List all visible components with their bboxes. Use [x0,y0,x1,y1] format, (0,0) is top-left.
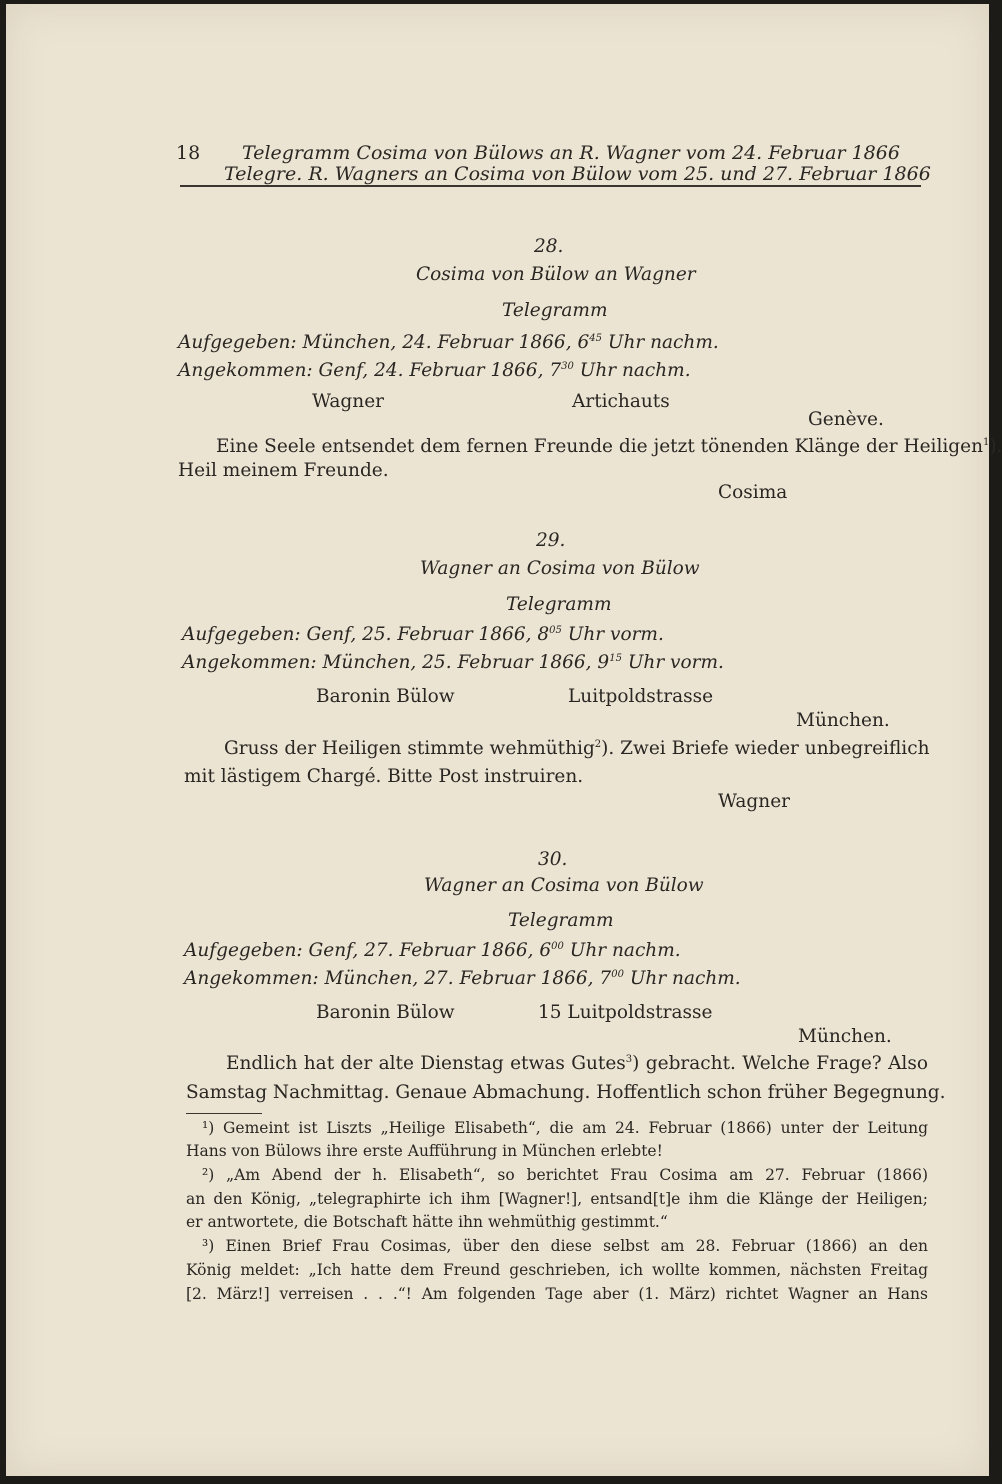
received-line: Angekommen: München, 27. Februar 1866, $7^{00}$ Uhr nachm. [184,968,741,989]
book-page [6,4,1002,1476]
footnote-3-line3: [2. März!] verreisen . . .“! Am folgenden Tage aber (1. März) richtet Wagner an Hans [186,1285,928,1303]
message-line1: Endlich hat der alte Dienstag etwas Gutes$^3$) gebracht. Welche Frage? Also [226,1053,928,1074]
received-line: Angekommen: Genf, 24. Februar 1866, $7^{30}$ Uhr nachm. [178,360,691,381]
entry-number: 28. [534,236,564,257]
signature: Wagner [718,791,790,812]
entry-number: 30. [538,849,568,870]
address-street: Artichauts [572,391,670,412]
sent-line: Aufgegeben: Genf, 25. Februar 1866, $8^{05}$ Uhr vorm. [182,624,664,645]
address-city: München. [798,1026,892,1047]
entry-kind: Telegramm [502,300,608,321]
footnote-2-line3: er antwortete, die Botschaft hätte ihn wehmüthig gestimmt.“ [186,1213,668,1231]
page-number: 18 [176,142,201,164]
address-name: Baronin Bülow [316,1002,455,1023]
entry-kind: Telegramm [506,594,612,615]
message-line2: Samstag Nachmittag. Genaue Abmachung. Hoffentlich schon früher Begegnung. [186,1082,946,1103]
footnote-1-line1: ¹) Gemeint ist Liszts „Heilige Elisabeth“, die am 24. Februar (1866) unter der Leitung [202,1119,928,1137]
footnote-2-line1: ²) „Am Abend der h. Elisabeth“, so berichtet Frau Cosima am 27. Februar (1866) [202,1166,928,1184]
header-rule [180,185,921,187]
message-line2: mit lästigem Chargé. Bitte Post instruiren. [184,766,584,787]
footnote-rule [186,1113,262,1114]
footnote-3-line2: König meldet: „Ich hatte dem Freund geschrieben, ich wollte kommen, nächsten Freitag [186,1261,928,1279]
running-header-line1: Telegramm Cosima von Bülows an R. Wagner vom 24. Februar 1866 [242,142,900,164]
entry-kind: Telegramm [508,910,614,931]
sent-line: Aufgegeben: München, 24. Februar 1866, $6^{45}$ Uhr nachm. [178,332,719,353]
message-line1: Eine Seele entsendet dem fernen Freunde die jetzt tönenden Klänge der Heiligen$^1$). [216,436,1002,457]
address-street: Luitpoldstrasse [568,686,714,707]
entry-number: 29. [536,530,566,551]
signature: Cosima [718,482,788,503]
footnote-1-line2: Hans von Bülows ihre erste Aufführung in München erlebte! [186,1142,663,1160]
address-city: Genève. [808,409,884,430]
running-header-line2: Telegre. R. Wagners an Cosima von Bülow vom 25. und 27. Februar 1866 [224,163,931,185]
footnote-2-line2: an den König, „telegraphirte ich ihm [Wagner!], entsand[t]e ihm die Klänge der Heiligen; [186,1190,928,1208]
entry-title: Wagner an Cosima von Bülow [420,558,700,579]
address-name: Baronin Bülow [316,686,455,707]
address-name: Wagner [312,391,384,412]
sent-line: Aufgegeben: Genf, 27. Februar 1866, $6^{00}$ Uhr nachm. [184,940,681,961]
address-street: 15 Luitpoldstrasse [538,1002,713,1023]
address-city: München. [796,710,890,731]
message-line1: Gruss der Heiligen stimmte wehmüthig$^2$). Zwei Briefe wieder unbegreiflich [224,738,930,759]
entry-title: Cosima von Bülow an Wagner [416,264,696,285]
received-line: Angekommen: München, 25. Februar 1866, $9^{15}$ Uhr vorm. [182,652,724,673]
entry-title: Wagner an Cosima von Bülow [424,875,704,896]
footnote-3-line1: ³) Einen Brief Frau Cosimas, über den diese selbst am 28. Februar (1866) an den [202,1237,928,1255]
message-line2: Heil meinem Freunde. [178,460,389,481]
